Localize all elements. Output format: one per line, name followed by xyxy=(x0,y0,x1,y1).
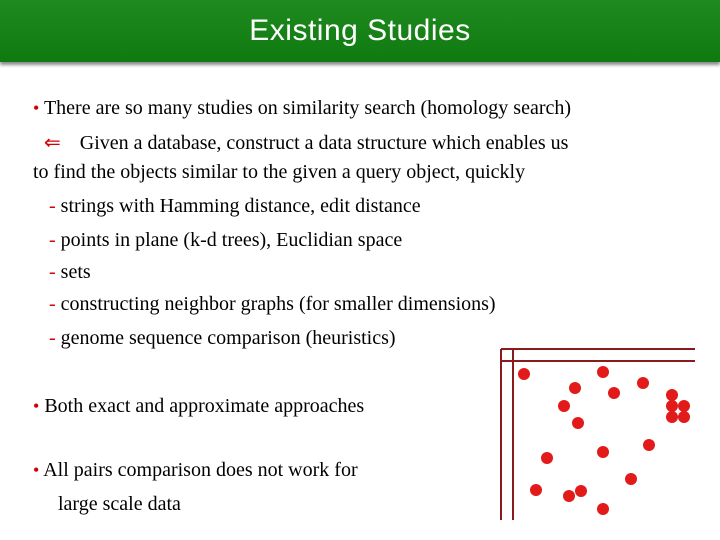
sub-item-text: genome sequence comparison (heuristics) xyxy=(60,327,396,349)
slide-title: Existing Studies xyxy=(249,14,471,47)
intro-text: There are so many studies on similarity search (homology search) xyxy=(43,97,572,119)
arrow-text-2: to find the objects similar to the given a query object, quickly xyxy=(33,161,526,183)
dash-icon: - xyxy=(49,261,56,283)
arrow-text-1: Given a database, construct a data structure which enables us xyxy=(79,132,569,154)
point xyxy=(558,400,570,412)
point xyxy=(575,485,587,497)
bullet-icon: • xyxy=(33,98,40,118)
point xyxy=(569,382,581,394)
bullet-3-text-1: All pairs comparison does not work for xyxy=(43,459,358,481)
sub-item-text: sets xyxy=(60,261,91,283)
dash-icon: - xyxy=(49,195,56,217)
dash-icon: - xyxy=(49,229,56,251)
point xyxy=(597,503,609,515)
point xyxy=(541,452,553,464)
point xyxy=(608,387,620,399)
dash-icon: - xyxy=(49,327,56,349)
point xyxy=(563,490,575,502)
point xyxy=(572,417,584,429)
point xyxy=(666,411,678,423)
point xyxy=(643,439,655,451)
point xyxy=(518,368,530,380)
point xyxy=(666,389,678,401)
point xyxy=(597,446,609,458)
point xyxy=(678,400,690,412)
point xyxy=(625,473,637,485)
sub-item-text: constructing neighbor graphs (for smaller dimensions) xyxy=(60,293,496,315)
bullet-icon: • xyxy=(33,460,40,480)
point xyxy=(666,400,678,412)
point xyxy=(637,377,649,389)
bullet-icon: • xyxy=(33,396,40,416)
point xyxy=(530,484,542,496)
point xyxy=(678,411,690,423)
sub-item-text: strings with Hamming distance, edit distance xyxy=(60,195,421,217)
point xyxy=(597,366,609,378)
left-arrow-icon: ⇐ xyxy=(44,130,61,154)
bullet-2-text: Both exact and approximate approaches xyxy=(44,395,365,417)
dash-icon: - xyxy=(49,293,56,315)
bullet-3-text-2: large scale data xyxy=(58,493,181,515)
sub-item-text: points in plane (k-d trees), Euclidian space xyxy=(60,229,403,251)
